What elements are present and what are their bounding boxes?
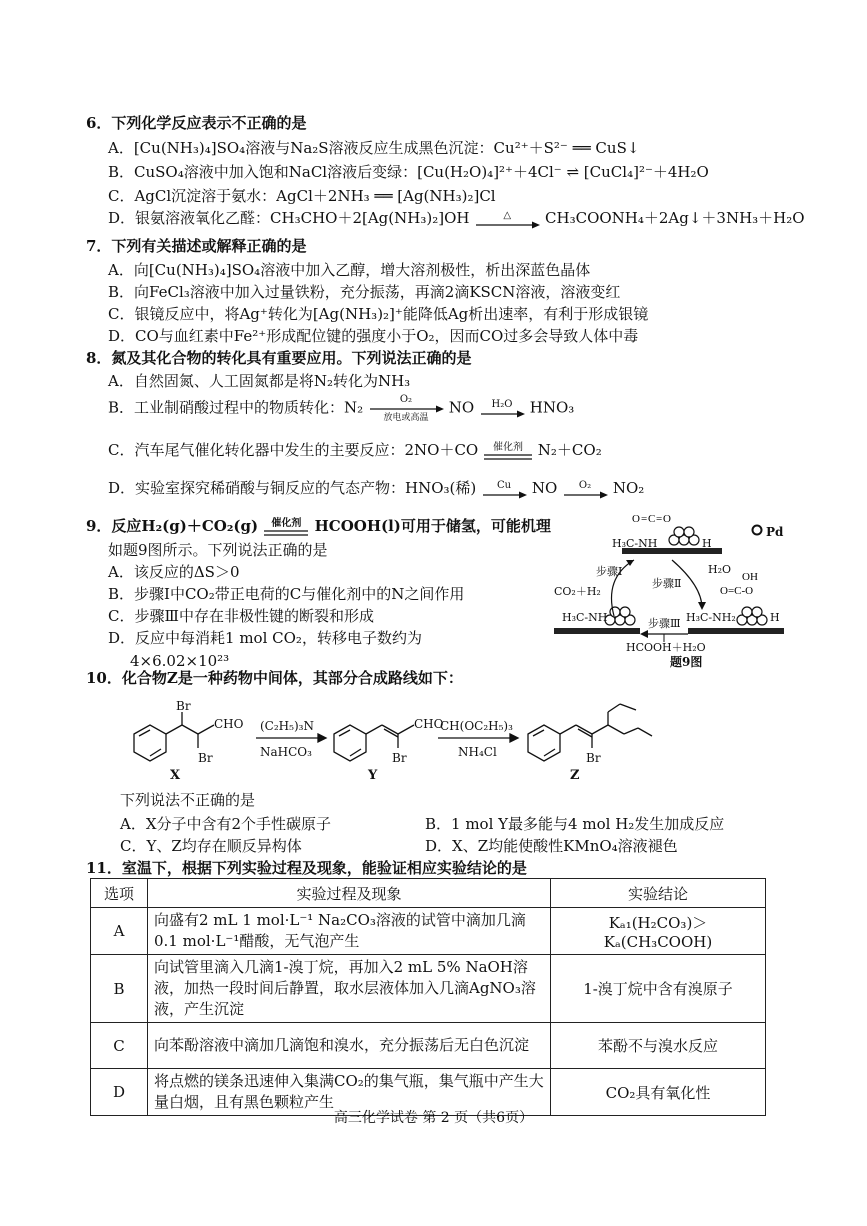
label-x: X xyxy=(170,768,181,783)
q8-c-condition: 催化剂 xyxy=(493,441,524,453)
svg-text:=: = xyxy=(641,513,648,525)
q8-d-reagent2: O₂ xyxy=(578,479,592,491)
table-header-row xyxy=(91,879,766,908)
right-arrow-icon xyxy=(474,221,540,229)
q8-b-reagent1: O₂ xyxy=(399,394,413,405)
q8-d-arrow2 xyxy=(562,480,608,499)
z-br: Br xyxy=(586,751,601,765)
q9-option-b: B．步骤Ⅰ中CO₂带正电荷的C与催化剂中的N之间作用 xyxy=(108,585,465,603)
row-c-conclusion: 苯酚不与溴水反应 xyxy=(551,1023,766,1069)
reagent2-top: CH(OC₂H₅)₃ xyxy=(440,719,513,733)
row-d-option: D xyxy=(91,1069,148,1116)
q8-option-b xyxy=(108,394,574,423)
header-procedure: 实验过程及现象 xyxy=(148,879,551,908)
q6-d-condition: △ xyxy=(503,209,512,221)
q6-option-b: B．CuSO₄溶液中加入饱和NaCl溶液后变绿：[Cu(H₂O)₄]²⁺＋4Cl⁻ ⇌ [CuCl₄]²⁻＋4H₂O xyxy=(108,163,709,181)
right-arrow-icon xyxy=(562,491,608,499)
page-footer: 高三化学试卷 第 2 页（共6页） xyxy=(333,1110,534,1126)
q8-option-c xyxy=(108,440,602,461)
q6-stem: 6．下列化学反应表示不正确的是 xyxy=(86,114,307,132)
row-d-procedure: 将点燃的镁条迅速伸入集满CO₂的集气瓶，集气瓶中产生大量白烟，且有黑色颗粒产生 xyxy=(148,1069,551,1116)
q8-b-arrow2 xyxy=(479,399,525,418)
q8-b-mid: NO xyxy=(448,398,475,417)
q8-d-mid: NO xyxy=(531,479,558,497)
q9-stem2: 如题9图所示。下列说法正确的是 xyxy=(108,541,328,559)
y-br: Br xyxy=(392,751,407,765)
svg-text:O=C-O: O=C-O xyxy=(720,585,754,597)
svg-text:O: O xyxy=(632,513,640,525)
table-row xyxy=(91,955,766,1023)
q7-option-b: B．向FeCl₃溶液中加入过量铁粉，充分振荡，再滴2滴KSCN溶液，溶液变红 xyxy=(108,283,621,301)
pd-legend-icon xyxy=(753,526,762,535)
step1-label: 步骤Ⅰ xyxy=(596,565,623,578)
figure-caption: 题9图 xyxy=(670,655,703,669)
q8-b-arrow1 xyxy=(368,394,444,423)
q8-b-left: B．工业制硝酸过程中的物质转化：N₂ xyxy=(108,398,364,417)
table-row xyxy=(91,1023,766,1069)
pd-legend-label: Pd xyxy=(766,525,784,539)
y-cho: CHO xyxy=(414,717,444,731)
svg-text:=: = xyxy=(656,513,663,525)
step3-label: 步骤Ⅲ xyxy=(648,617,681,630)
right-arrow-icon xyxy=(481,491,527,499)
q11-stem: 11．室温下，根据下列实验过程及现象，能验证相应实验结论的是 xyxy=(86,859,527,877)
q8-option-d xyxy=(108,478,644,499)
amine-right: H₃C-NH₂ xyxy=(686,611,736,624)
equals-arrow-icon xyxy=(483,453,533,461)
step2-label: 步骤Ⅱ xyxy=(652,577,682,590)
row-c-procedure: 向苯酚溶液中滴加几滴饱和溴水，充分振荡后无白色沉淀 xyxy=(148,1023,551,1069)
q8-d-left: D．实验室探究稀硝酸与铜反应的气态产物：HNO₃(稀) xyxy=(108,479,477,497)
q9-option-c: C．步骤Ⅲ中存在非极性键的断裂和形成 xyxy=(108,607,374,625)
q9-stem-right: HCOOH(l)可用于储氢，可能机理 xyxy=(314,517,551,535)
q6-option-c: C．AgCl沉淀溶于氨水：AgCl＋2NH₃ ══ [Ag(NH₃)₂]Cl xyxy=(108,187,496,205)
row-a-option: A xyxy=(91,908,148,955)
h-top: H xyxy=(702,537,712,550)
synthesis-route xyxy=(120,700,760,800)
header-conclusion: 实验结论 xyxy=(551,879,766,908)
q8-d-arrow1 xyxy=(481,480,527,499)
q6-d-right: CH₃COONH₄＋2Ag↓＋3NH₃＋H₂O xyxy=(545,209,805,227)
q10-option-d: D．X、Z均能使酸性KMnO₄溶液褪色 xyxy=(425,837,678,855)
q10-option-a: A．X分子中含有2个手性碳原子 xyxy=(120,815,332,833)
figure-9 xyxy=(552,508,792,668)
q9-stem xyxy=(86,516,551,537)
q9-stem-arrow xyxy=(263,518,309,537)
x-br-top: Br xyxy=(176,699,191,713)
q9-option-a: A．该反应的ΔS＞0 xyxy=(108,563,240,581)
row-b-procedure: 向试管里滴入几滴1-溴丁烷，再加入2 mL 5% NaOH溶液，加热一段时间后静置，取水层液体加入几滴AgNO₃溶液，产生沉淀 xyxy=(148,955,551,1023)
h-right: H xyxy=(770,611,780,624)
q6-d-left: D．银氨溶液氧化乙醛：CH₃CHO＋2[Ag(NH₃)₂]OH xyxy=(108,209,470,227)
q8-d-right: NO₂ xyxy=(612,479,645,497)
q8-stem: 8．氮及其化合物的转化具有重要应用。下列说法正确的是 xyxy=(86,349,472,367)
q8-c-left: C．汽车尾气催化转化器中发生的主要反应：2NO＋CO xyxy=(108,441,479,459)
q8-b-reagent2: H₂O xyxy=(491,399,513,410)
q10-option-b: B．1 mol Y最多能与4 mol H₂发生加成反应 xyxy=(425,815,725,833)
h2o-label: H₂O xyxy=(708,563,732,576)
reagent1-top: (C₂H₅)₃N xyxy=(260,719,314,733)
right-arrow-icon xyxy=(368,405,444,413)
amine-left: H₃C-NH xyxy=(562,611,608,624)
x-cho: CHO xyxy=(214,717,244,731)
svg-text:O: O xyxy=(663,513,671,525)
row-d-conclusion: CO₂具有氧化性 xyxy=(551,1069,766,1116)
q9-option-d-line2: 4×6.02×10²³ xyxy=(130,652,230,670)
equals-arrow-icon xyxy=(263,529,309,537)
header-option: 选项 xyxy=(91,879,148,908)
x-br-bottom: Br xyxy=(198,751,213,765)
svg-text:C: C xyxy=(648,513,656,525)
q8-b-right: HNO₃ xyxy=(529,398,575,417)
co2-h2-label: CO₂＋H₂ xyxy=(554,585,601,598)
experiment-table xyxy=(90,878,766,1116)
label-z: Z xyxy=(570,768,580,783)
reagent2-bottom: NH₄Cl xyxy=(458,745,497,759)
q7-option-d: D．CO与血红素中Fe²⁺形成配位键的强度小于O₂，因而CO过多会导致人体中毒 xyxy=(108,327,639,345)
q9-stem-condition: 催化剂 xyxy=(271,517,302,529)
right-arrow-icon xyxy=(479,410,525,418)
table-row xyxy=(91,908,766,955)
q8-option-a: A．自然固氮、人工固氮都是将N₂转化为NH₃ xyxy=(108,372,411,390)
q6-d-arrow xyxy=(474,210,540,229)
q10-stem: 10．化合物Z是一种药物中间体，其部分合成路线如下： xyxy=(86,669,463,687)
products-label: HCOOH＋H₂O xyxy=(626,641,706,654)
q10-sub: 下列说法不正确的是 xyxy=(120,791,256,809)
q9-option-d-line1: D．反应中每消耗1 mol CO₂，转移电子数约为 xyxy=(108,629,422,647)
reagent1-bottom: NaHCO₃ xyxy=(260,745,312,759)
amine-top: H₃C-NH xyxy=(612,537,658,550)
q8-b-condition1: 放电或高温 xyxy=(383,413,429,423)
row-c-option: C xyxy=(91,1023,148,1069)
row-b-conclusion: 1-溴丁烷中含有溴原子 xyxy=(551,955,766,1023)
q7-option-c: C．银镜反应中，将Ag⁺转化为[Ag(NH₃)₂]⁺能降低Ag析出速率，有利于形成银镜 xyxy=(108,305,649,323)
q8-d-reagent1: Cu xyxy=(496,479,512,491)
svg-text:OH: OH xyxy=(742,571,758,583)
q8-c-right: N₂＋CO₂ xyxy=(537,441,602,459)
q6-option-a: A．[Cu(NH₃)₄]SO₄溶液与Na₂S溶液反应生成黑色沉淀：Cu²⁺＋S²⁻ ══ CuS↓ xyxy=(108,139,640,157)
q6-option-d xyxy=(108,208,805,229)
q8-c-arrow xyxy=(483,442,533,461)
row-a-conclusion: Kₐ₁(H₂CO₃)＞Kₐ(CH₃COOH) xyxy=(551,908,766,955)
row-b-option: B xyxy=(91,955,148,1023)
q7-option-a: A．向[Cu(NH₃)₄]SO₄溶液中加入乙醇，增大溶剂极性，析出深蓝色晶体 xyxy=(108,261,591,279)
row-a-procedure: 向盛有2 mL 1 mol·L⁻¹ Na₂CO₃溶液的试管中滴加几滴0.1 mol·L⁻¹醋酸，无气泡产生 xyxy=(148,908,551,955)
q10-option-c: C．Y、Z均存在顺反异构体 xyxy=(120,837,302,855)
q9-stem-left: 9．反应H₂(g)＋CO₂(g) xyxy=(86,517,259,535)
q7-stem: 7．下列有关描述或解释正确的是 xyxy=(86,237,307,255)
label-y: Y xyxy=(368,768,378,783)
